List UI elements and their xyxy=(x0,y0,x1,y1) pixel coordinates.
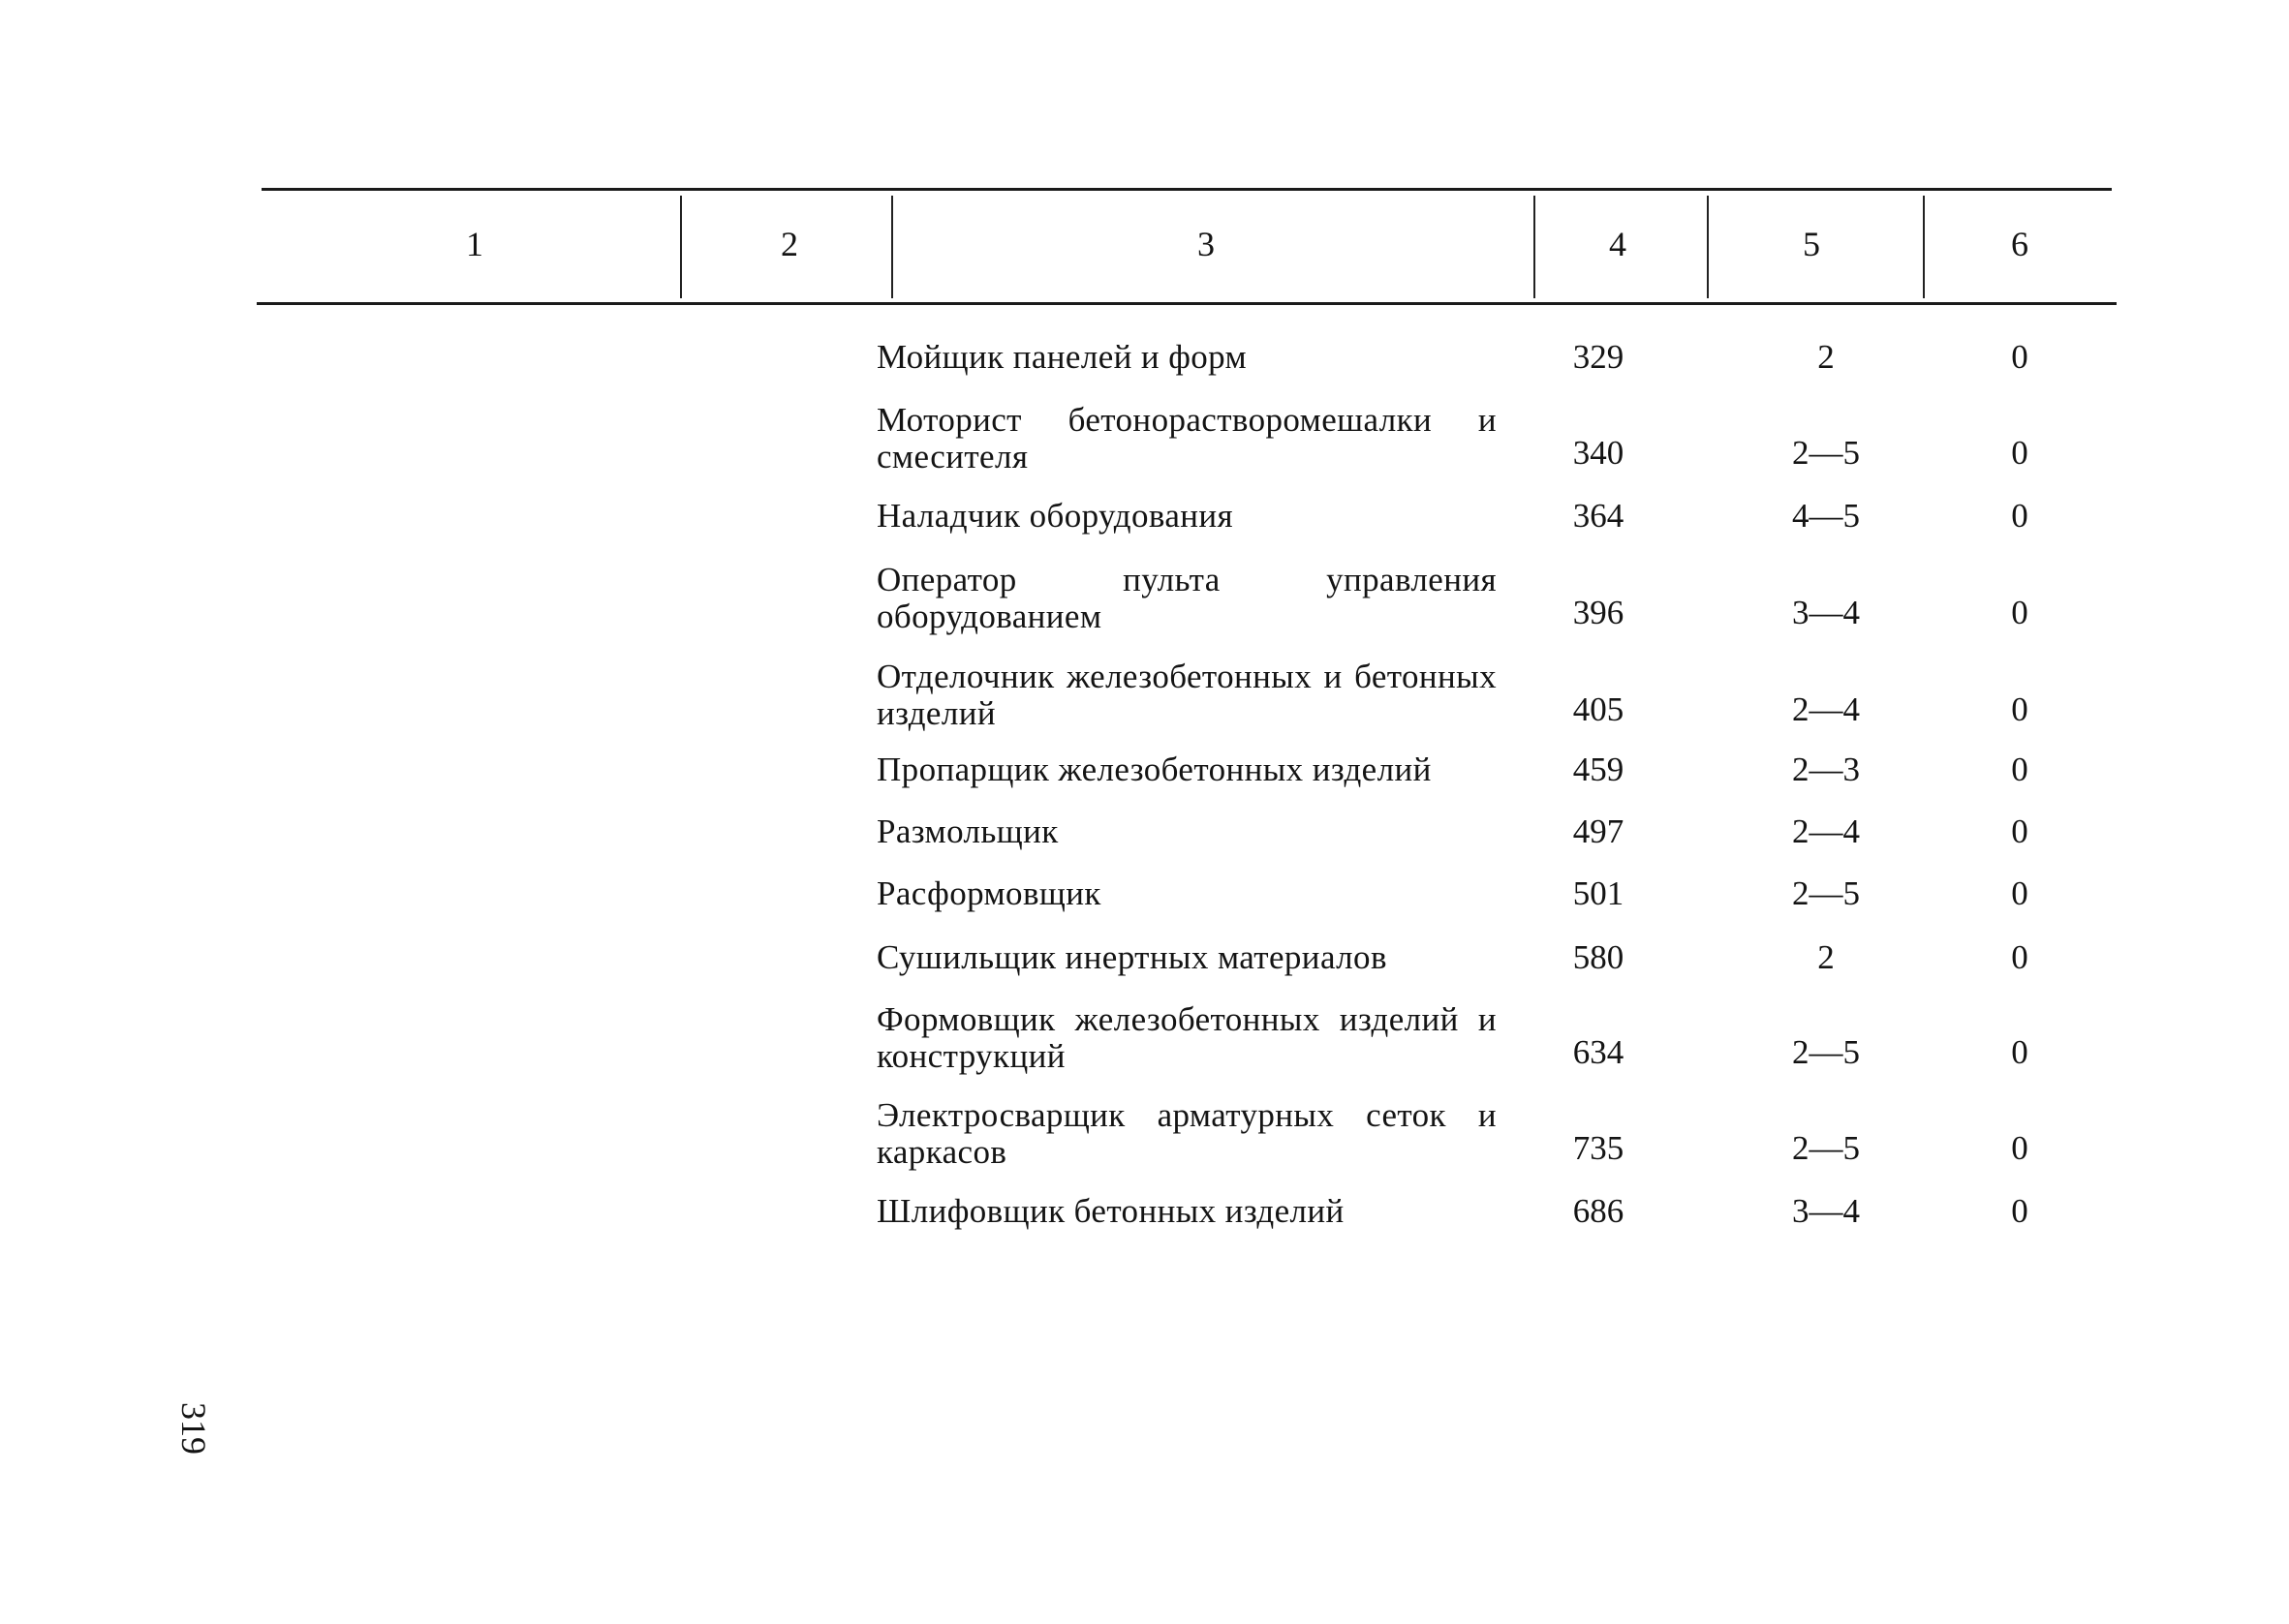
header-col-4: 4 xyxy=(1609,225,1626,263)
code-cell: 459 xyxy=(1572,751,1624,788)
grades-cell: 2—4 xyxy=(1792,690,1860,728)
value-cell: 0 xyxy=(2011,690,2028,728)
code-cell: 580 xyxy=(1572,938,1624,976)
code-cell: 497 xyxy=(1572,812,1624,850)
grades-cell: 2—5 xyxy=(1792,434,1860,472)
column-divider xyxy=(680,196,682,298)
grades-cell: 2 xyxy=(1817,338,1835,376)
code-cell: 364 xyxy=(1572,497,1624,535)
value-cell: 0 xyxy=(2011,434,2028,472)
grades-cell: 2—3 xyxy=(1792,751,1860,788)
grades-cell: 2—5 xyxy=(1792,874,1860,912)
grades-cell: 3—4 xyxy=(1792,1192,1860,1230)
grades-cell: 2—5 xyxy=(1792,1033,1860,1071)
column-divider xyxy=(891,196,893,298)
value-cell: 0 xyxy=(2011,594,2028,631)
grades-cell: 2 xyxy=(1817,938,1835,976)
page-number: 319 xyxy=(174,1402,213,1455)
occupation-name: Формовщик железобетонных изделий и конструкций xyxy=(877,1000,1497,1075)
code-cell: 686 xyxy=(1572,1192,1624,1230)
column-divider xyxy=(1533,196,1535,298)
column-divider xyxy=(1923,196,1925,298)
header-bottom-rule xyxy=(257,302,2117,305)
value-cell: 0 xyxy=(2011,338,2028,376)
header-col-3: 3 xyxy=(1197,225,1215,263)
header-col-6: 6 xyxy=(2011,225,2028,263)
value-cell: 0 xyxy=(2011,751,2028,788)
occupation-name: Оператор пульта управления оборудованием xyxy=(877,561,1497,635)
occupation-name: Размольщик xyxy=(877,812,1059,850)
occupation-name: Пропарщик железобетонных изделий xyxy=(877,751,1432,788)
occupation-name: Электросварщик арматурных сеток и каркасов xyxy=(877,1096,1497,1171)
grades-cell: 2—5 xyxy=(1792,1129,1860,1167)
grades-cell: 3—4 xyxy=(1792,594,1860,631)
grades-cell: 4—5 xyxy=(1792,497,1860,535)
occupation-name: Моторист бетонорастворомешалки и смесителя xyxy=(877,401,1497,475)
occupation-name: Шлифовщик бетонных изделий xyxy=(877,1192,1345,1230)
occupation-name: Мойщик панелей и форм xyxy=(877,338,1248,376)
code-cell: 735 xyxy=(1572,1129,1624,1167)
occupation-name: Сушильщик инертных материалов xyxy=(877,938,1387,976)
value-cell: 0 xyxy=(2011,497,2028,535)
code-cell: 396 xyxy=(1572,594,1624,631)
code-cell: 405 xyxy=(1572,690,1624,728)
code-cell: 340 xyxy=(1572,434,1624,472)
value-cell: 0 xyxy=(2011,1033,2028,1071)
occupation-name: Отделочник железобетонных и бетонных изделий xyxy=(877,658,1497,732)
column-divider xyxy=(1707,196,1709,298)
code-cell: 634 xyxy=(1572,1033,1624,1071)
header-col-5: 5 xyxy=(1803,225,1820,263)
value-cell: 0 xyxy=(2011,1192,2028,1230)
code-cell: 501 xyxy=(1572,874,1624,912)
code-cell: 329 xyxy=(1572,338,1624,376)
occupation-name: Расформовщик xyxy=(877,874,1101,912)
value-cell: 0 xyxy=(2011,812,2028,850)
grades-cell: 2—4 xyxy=(1792,812,1860,850)
value-cell: 0 xyxy=(2011,938,2028,976)
value-cell: 0 xyxy=(2011,874,2028,912)
value-cell: 0 xyxy=(2011,1129,2028,1167)
header-top-rule xyxy=(262,188,2112,191)
header-col-2: 2 xyxy=(781,225,798,263)
occupation-name: Наладчик оборудования xyxy=(877,497,1234,535)
header-col-1: 1 xyxy=(466,225,483,263)
